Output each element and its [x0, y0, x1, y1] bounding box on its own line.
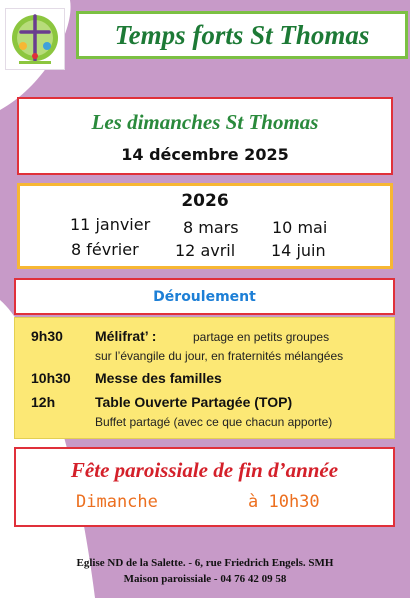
program-desc: partage en petits groupes — [193, 330, 330, 344]
dimanches-box — [17, 97, 393, 175]
deroulement-header — [14, 278, 395, 315]
page-title: Temps forts St Thomas — [114, 19, 370, 50]
program-label: Table Ouverte Partagée (TOP) — [95, 394, 293, 410]
program-time: 9h30 — [31, 328, 63, 344]
footer-phone: Maison paroissiale - 04 76 42 09 58 — [123, 573, 287, 585]
fete-hour: à 10h30 — [248, 492, 320, 512]
calendar-box — [17, 183, 393, 269]
church-cross-logo-icon — [9, 12, 61, 66]
dimanches-date: 14 décembre 2025 — [121, 145, 289, 164]
calendar-date: 12 avril — [175, 241, 236, 260]
program-label: Messe des familles — [95, 370, 222, 386]
fete-day: Dimanche — [76, 492, 158, 512]
program-time: 10h30 — [31, 370, 71, 386]
program-box — [14, 317, 395, 439]
program-desc: sur l’évangile du jour, en fraternités mélangées — [95, 349, 344, 363]
calendar-date: 11 janvier — [70, 215, 151, 234]
program-label: Mélifrat’ : — [95, 328, 157, 344]
header-title-box — [76, 11, 408, 59]
calendar-date: 14 juin — [271, 241, 326, 260]
fete-box — [14, 447, 395, 527]
footer-address: Eglise ND de la Salette. - 6, rue Friedrich Engels. SMH — [76, 557, 334, 569]
program-desc: Buffet partagé (avec ce que chacun apporte) — [95, 415, 333, 429]
calendar-date: 10 mai — [272, 218, 328, 237]
calendar-year: 2026 — [181, 191, 229, 211]
fete-title: Fête paroissiale de fin d’année — [70, 458, 339, 482]
calendar-date: 8 février — [71, 240, 139, 259]
program-time: 12h — [31, 394, 56, 410]
dimanches-title: Les dimanches St Thomas — [91, 110, 319, 134]
calendar-date: 8 mars — [183, 218, 239, 237]
deroulement-title: Déroulement — [153, 288, 256, 305]
logo — [5, 8, 65, 70]
